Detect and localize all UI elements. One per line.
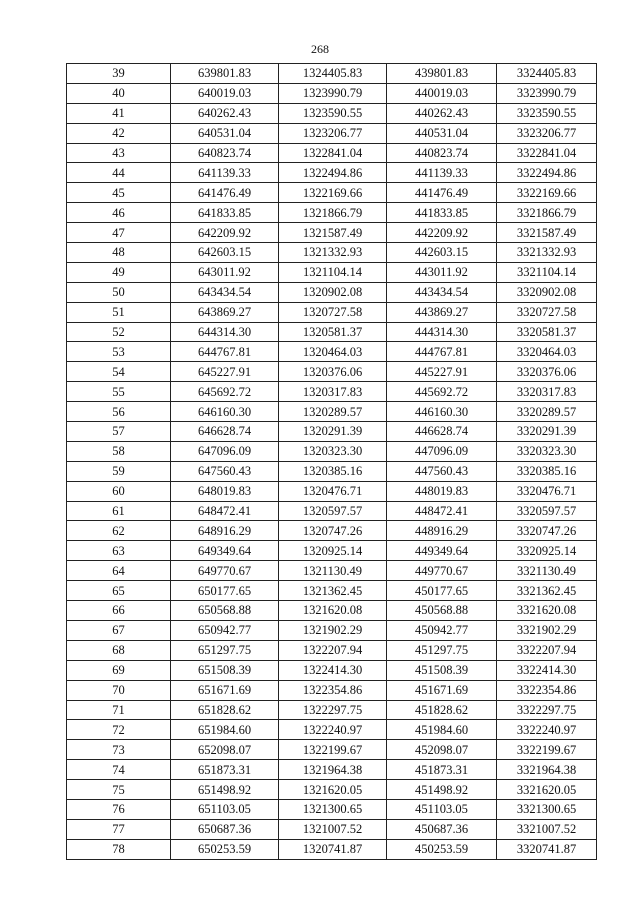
y-coordinate-cell: 1321902.29 (279, 620, 387, 640)
y-coordinate-cell: 1322297.75 (279, 700, 387, 720)
x-coordinate-alt-cell: 448916.29 (387, 521, 497, 541)
coordinates-table (66, 63, 597, 860)
table-row (67, 780, 597, 800)
table-row (67, 83, 597, 103)
table-row (67, 501, 597, 521)
y-coordinate-alt-cell: 3321332.93 (497, 243, 597, 263)
y-coordinate-alt-cell: 3320289.57 (497, 402, 597, 422)
y-coordinate-cell: 1320597.57 (279, 501, 387, 521)
x-coordinate-alt-cell: 452098.07 (387, 740, 497, 760)
y-coordinate-alt-cell: 3321362.45 (497, 581, 597, 601)
x-coordinate-alt-cell: 451828.62 (387, 700, 497, 720)
y-coordinate-cell: 1323206.77 (279, 123, 387, 143)
table-row (67, 700, 597, 720)
table-row (67, 839, 597, 859)
coordinates-table-body (67, 64, 597, 860)
y-coordinate-cell: 1322354.86 (279, 680, 387, 700)
point-number-cell: 57 (67, 422, 171, 442)
y-coordinate-alt-cell: 3323990.79 (497, 83, 597, 103)
point-number-cell: 52 (67, 322, 171, 342)
y-coordinate-cell: 1320323.30 (279, 441, 387, 461)
y-coordinate-alt-cell: 3320476.71 (497, 481, 597, 501)
table-row (67, 422, 597, 442)
y-coordinate-cell: 1320741.87 (279, 839, 387, 859)
y-coordinate-alt-cell: 3322240.97 (497, 720, 597, 740)
y-coordinate-cell: 1320291.39 (279, 422, 387, 442)
table-row (67, 441, 597, 461)
point-number-cell: 64 (67, 561, 171, 581)
y-coordinate-cell: 1321362.45 (279, 581, 387, 601)
table-row (67, 163, 597, 183)
x-coordinate-cell: 642209.92 (171, 223, 279, 243)
page-number: 268 (311, 42, 329, 56)
x-coordinate-cell: 650568.88 (171, 601, 279, 621)
point-number-cell: 45 (67, 183, 171, 203)
x-coordinate-cell: 650942.77 (171, 620, 279, 640)
y-coordinate-alt-cell: 3323206.77 (497, 123, 597, 143)
y-coordinate-alt-cell: 3320385.16 (497, 461, 597, 481)
table-row (67, 581, 597, 601)
y-coordinate-cell: 1322414.30 (279, 660, 387, 680)
y-coordinate-cell: 1322199.67 (279, 740, 387, 760)
x-coordinate-cell: 640262.43 (171, 103, 279, 123)
x-coordinate-cell: 651498.92 (171, 780, 279, 800)
x-coordinate-alt-cell: 441833.85 (387, 203, 497, 223)
table-row (67, 740, 597, 760)
x-coordinate-alt-cell: 440823.74 (387, 143, 497, 163)
x-coordinate-cell: 645692.72 (171, 382, 279, 402)
x-coordinate-alt-cell: 443434.54 (387, 282, 497, 302)
x-coordinate-alt-cell: 451103.05 (387, 799, 497, 819)
y-coordinate-cell: 1321300.65 (279, 799, 387, 819)
y-coordinate-cell: 1320376.06 (279, 362, 387, 382)
x-coordinate-alt-cell: 448019.83 (387, 481, 497, 501)
x-coordinate-cell: 646160.30 (171, 402, 279, 422)
x-coordinate-cell: 645227.91 (171, 362, 279, 382)
x-coordinate-cell: 651984.60 (171, 720, 279, 740)
y-coordinate-alt-cell: 3322207.94 (497, 640, 597, 660)
point-number-cell: 76 (67, 799, 171, 819)
x-coordinate-cell: 644314.30 (171, 322, 279, 342)
x-coordinate-alt-cell: 446628.74 (387, 422, 497, 442)
table-row (67, 382, 597, 402)
x-coordinate-alt-cell: 450942.77 (387, 620, 497, 640)
y-coordinate-alt-cell: 3320464.03 (497, 342, 597, 362)
y-coordinate-alt-cell: 3321866.79 (497, 203, 597, 223)
x-coordinate-alt-cell: 442209.92 (387, 223, 497, 243)
point-number-cell: 70 (67, 680, 171, 700)
y-coordinate-alt-cell: 3322354.86 (497, 680, 597, 700)
x-coordinate-alt-cell: 451873.31 (387, 760, 497, 780)
y-coordinate-cell: 1321964.38 (279, 760, 387, 780)
x-coordinate-alt-cell: 446160.30 (387, 402, 497, 422)
table-row (67, 103, 597, 123)
x-coordinate-alt-cell: 447560.43 (387, 461, 497, 481)
point-number-cell: 53 (67, 342, 171, 362)
y-coordinate-cell: 1320581.37 (279, 322, 387, 342)
x-coordinate-alt-cell: 448472.41 (387, 501, 497, 521)
y-coordinate-alt-cell: 3320925.14 (497, 541, 597, 561)
point-number-cell: 68 (67, 640, 171, 660)
point-number-cell: 59 (67, 461, 171, 481)
table-row (67, 620, 597, 640)
x-coordinate-cell: 651828.62 (171, 700, 279, 720)
x-coordinate-cell: 640019.03 (171, 83, 279, 103)
x-coordinate-cell: 648916.29 (171, 521, 279, 541)
x-coordinate-cell: 647096.09 (171, 441, 279, 461)
table-row (67, 541, 597, 561)
point-number-cell: 39 (67, 64, 171, 84)
x-coordinate-cell: 639801.83 (171, 64, 279, 84)
x-coordinate-alt-cell: 444314.30 (387, 322, 497, 342)
y-coordinate-alt-cell: 3322297.75 (497, 700, 597, 720)
table-row (67, 362, 597, 382)
y-coordinate-alt-cell: 3320317.83 (497, 382, 597, 402)
point-number-cell: 71 (67, 700, 171, 720)
point-number-cell: 61 (67, 501, 171, 521)
table-row (67, 601, 597, 621)
y-coordinate-cell: 1320902.08 (279, 282, 387, 302)
y-coordinate-cell: 1321332.93 (279, 243, 387, 263)
x-coordinate-cell: 649770.67 (171, 561, 279, 581)
y-coordinate-alt-cell: 3320323.30 (497, 441, 597, 461)
y-coordinate-alt-cell: 3320581.37 (497, 322, 597, 342)
x-coordinate-alt-cell: 439801.83 (387, 64, 497, 84)
point-number-cell: 41 (67, 103, 171, 123)
point-number-cell: 62 (67, 521, 171, 541)
table-row (67, 640, 597, 660)
x-coordinate-alt-cell: 450253.59 (387, 839, 497, 859)
point-number-cell: 42 (67, 123, 171, 143)
y-coordinate-alt-cell: 3320597.57 (497, 501, 597, 521)
x-coordinate-cell: 642603.15 (171, 243, 279, 263)
point-number-cell: 54 (67, 362, 171, 382)
y-coordinate-alt-cell: 3321964.38 (497, 760, 597, 780)
x-coordinate-alt-cell: 440531.04 (387, 123, 497, 143)
x-coordinate-cell: 651873.31 (171, 760, 279, 780)
y-coordinate-alt-cell: 3321587.49 (497, 223, 597, 243)
y-coordinate-cell: 1322841.04 (279, 143, 387, 163)
table-row (67, 282, 597, 302)
y-coordinate-cell: 1322207.94 (279, 640, 387, 660)
table-row (67, 243, 597, 263)
y-coordinate-alt-cell: 3322841.04 (497, 143, 597, 163)
point-number-cell: 48 (67, 243, 171, 263)
point-number-cell: 67 (67, 620, 171, 640)
y-coordinate-alt-cell: 3321130.49 (497, 561, 597, 581)
table-row (67, 799, 597, 819)
point-number-cell: 44 (67, 163, 171, 183)
table-row (67, 461, 597, 481)
y-coordinate-cell: 1320925.14 (279, 541, 387, 561)
y-coordinate-alt-cell: 3321007.52 (497, 819, 597, 839)
point-number-cell: 73 (67, 740, 171, 760)
x-coordinate-alt-cell: 450568.88 (387, 601, 497, 621)
y-coordinate-cell: 1320476.71 (279, 481, 387, 501)
y-coordinate-alt-cell: 3322494.86 (497, 163, 597, 183)
y-coordinate-cell: 1324405.83 (279, 64, 387, 84)
x-coordinate-cell: 651103.05 (171, 799, 279, 819)
y-coordinate-alt-cell: 3320741.87 (497, 839, 597, 859)
point-number-cell: 72 (67, 720, 171, 740)
x-coordinate-cell: 652098.07 (171, 740, 279, 760)
y-coordinate-alt-cell: 3320376.06 (497, 362, 597, 382)
x-coordinate-cell: 647560.43 (171, 461, 279, 481)
y-coordinate-cell: 1320317.83 (279, 382, 387, 402)
table-row (67, 402, 597, 422)
table-row (67, 64, 597, 84)
table-row (67, 143, 597, 163)
point-number-cell: 78 (67, 839, 171, 859)
point-number-cell: 56 (67, 402, 171, 422)
x-coordinate-alt-cell: 441476.49 (387, 183, 497, 203)
point-number-cell: 46 (67, 203, 171, 223)
x-coordinate-alt-cell: 449349.64 (387, 541, 497, 561)
x-coordinate-cell: 643434.54 (171, 282, 279, 302)
x-coordinate-alt-cell: 445227.91 (387, 362, 497, 382)
table-row (67, 680, 597, 700)
table-row (67, 183, 597, 203)
y-coordinate-cell: 1321587.49 (279, 223, 387, 243)
x-coordinate-cell: 641139.33 (171, 163, 279, 183)
x-coordinate-cell: 650177.65 (171, 581, 279, 601)
table-row (67, 342, 597, 362)
point-number-cell: 47 (67, 223, 171, 243)
y-coordinate-cell: 1320747.26 (279, 521, 387, 541)
table-row (67, 720, 597, 740)
x-coordinate-cell: 640823.74 (171, 143, 279, 163)
x-coordinate-alt-cell: 447096.09 (387, 441, 497, 461)
y-coordinate-alt-cell: 3321620.08 (497, 601, 597, 621)
table-row (67, 760, 597, 780)
table-row (67, 262, 597, 282)
x-coordinate-cell: 651297.75 (171, 640, 279, 660)
point-number-cell: 74 (67, 760, 171, 780)
x-coordinate-cell: 650253.59 (171, 839, 279, 859)
x-coordinate-alt-cell: 443011.92 (387, 262, 497, 282)
point-number-cell: 51 (67, 302, 171, 322)
y-coordinate-cell: 1320385.16 (279, 461, 387, 481)
point-number-cell: 77 (67, 819, 171, 839)
table-row (67, 660, 597, 680)
x-coordinate-cell: 646628.74 (171, 422, 279, 442)
point-number-cell: 58 (67, 441, 171, 461)
y-coordinate-cell: 1321620.05 (279, 780, 387, 800)
y-coordinate-alt-cell: 3320747.26 (497, 521, 597, 541)
y-coordinate-cell: 1323990.79 (279, 83, 387, 103)
x-coordinate-alt-cell: 451671.69 (387, 680, 497, 700)
y-coordinate-alt-cell: 3323590.55 (497, 103, 597, 123)
x-coordinate-cell: 644767.81 (171, 342, 279, 362)
x-coordinate-alt-cell: 444767.81 (387, 342, 497, 362)
x-coordinate-alt-cell: 451984.60 (387, 720, 497, 740)
x-coordinate-alt-cell: 441139.33 (387, 163, 497, 183)
x-coordinate-cell: 648472.41 (171, 501, 279, 521)
y-coordinate-alt-cell: 3322169.66 (497, 183, 597, 203)
y-coordinate-alt-cell: 3321104.14 (497, 262, 597, 282)
x-coordinate-alt-cell: 440262.43 (387, 103, 497, 123)
table-row (67, 203, 597, 223)
x-coordinate-cell: 651508.39 (171, 660, 279, 680)
table-row (67, 481, 597, 501)
table-row (67, 521, 597, 541)
y-coordinate-cell: 1322240.97 (279, 720, 387, 740)
point-number-cell: 69 (67, 660, 171, 680)
point-number-cell: 40 (67, 83, 171, 103)
point-number-cell: 66 (67, 601, 171, 621)
table-row (67, 302, 597, 322)
x-coordinate-cell: 651671.69 (171, 680, 279, 700)
x-coordinate-alt-cell: 445692.72 (387, 382, 497, 402)
point-number-cell: 60 (67, 481, 171, 501)
x-coordinate-cell: 650687.36 (171, 819, 279, 839)
y-coordinate-alt-cell: 3324405.83 (497, 64, 597, 84)
x-coordinate-alt-cell: 442603.15 (387, 243, 497, 263)
y-coordinate-alt-cell: 3321902.29 (497, 620, 597, 640)
y-coordinate-cell: 1321866.79 (279, 203, 387, 223)
y-coordinate-cell: 1321130.49 (279, 561, 387, 581)
y-coordinate-cell: 1321104.14 (279, 262, 387, 282)
y-coordinate-alt-cell: 3321620.05 (497, 780, 597, 800)
x-coordinate-alt-cell: 451297.75 (387, 640, 497, 660)
x-coordinate-alt-cell: 440019.03 (387, 83, 497, 103)
x-coordinate-alt-cell: 451498.92 (387, 780, 497, 800)
y-coordinate-cell: 1323590.55 (279, 103, 387, 123)
point-number-cell: 75 (67, 780, 171, 800)
table-row (67, 561, 597, 581)
table-row (67, 223, 597, 243)
x-coordinate-cell: 641476.49 (171, 183, 279, 203)
x-coordinate-alt-cell: 451508.39 (387, 660, 497, 680)
x-coordinate-alt-cell: 450177.65 (387, 581, 497, 601)
point-number-cell: 43 (67, 143, 171, 163)
y-coordinate-alt-cell: 3321300.65 (497, 799, 597, 819)
y-coordinate-cell: 1320727.58 (279, 302, 387, 322)
x-coordinate-cell: 648019.83 (171, 481, 279, 501)
y-coordinate-alt-cell: 3322199.67 (497, 740, 597, 760)
y-coordinate-alt-cell: 3320291.39 (497, 422, 597, 442)
table-row (67, 819, 597, 839)
y-coordinate-alt-cell: 3320902.08 (497, 282, 597, 302)
y-coordinate-cell: 1322169.66 (279, 183, 387, 203)
y-coordinate-cell: 1320464.03 (279, 342, 387, 362)
x-coordinate-cell: 640531.04 (171, 123, 279, 143)
point-number-cell: 49 (67, 262, 171, 282)
point-number-cell: 63 (67, 541, 171, 561)
point-number-cell: 55 (67, 382, 171, 402)
y-coordinate-alt-cell: 3322414.30 (497, 660, 597, 680)
y-coordinate-cell: 1321620.08 (279, 601, 387, 621)
y-coordinate-cell: 1321007.52 (279, 819, 387, 839)
x-coordinate-cell: 649349.64 (171, 541, 279, 561)
x-coordinate-alt-cell: 450687.36 (387, 819, 497, 839)
x-coordinate-alt-cell: 443869.27 (387, 302, 497, 322)
y-coordinate-cell: 1320289.57 (279, 402, 387, 422)
x-coordinate-cell: 643869.27 (171, 302, 279, 322)
table-row (67, 322, 597, 342)
y-coordinate-cell: 1322494.86 (279, 163, 387, 183)
x-coordinate-cell: 641833.85 (171, 203, 279, 223)
x-coordinate-cell: 643011.92 (171, 262, 279, 282)
point-number-cell: 50 (67, 282, 171, 302)
table-row (67, 123, 597, 143)
x-coordinate-alt-cell: 449770.67 (387, 561, 497, 581)
y-coordinate-alt-cell: 3320727.58 (497, 302, 597, 322)
point-number-cell: 65 (67, 581, 171, 601)
